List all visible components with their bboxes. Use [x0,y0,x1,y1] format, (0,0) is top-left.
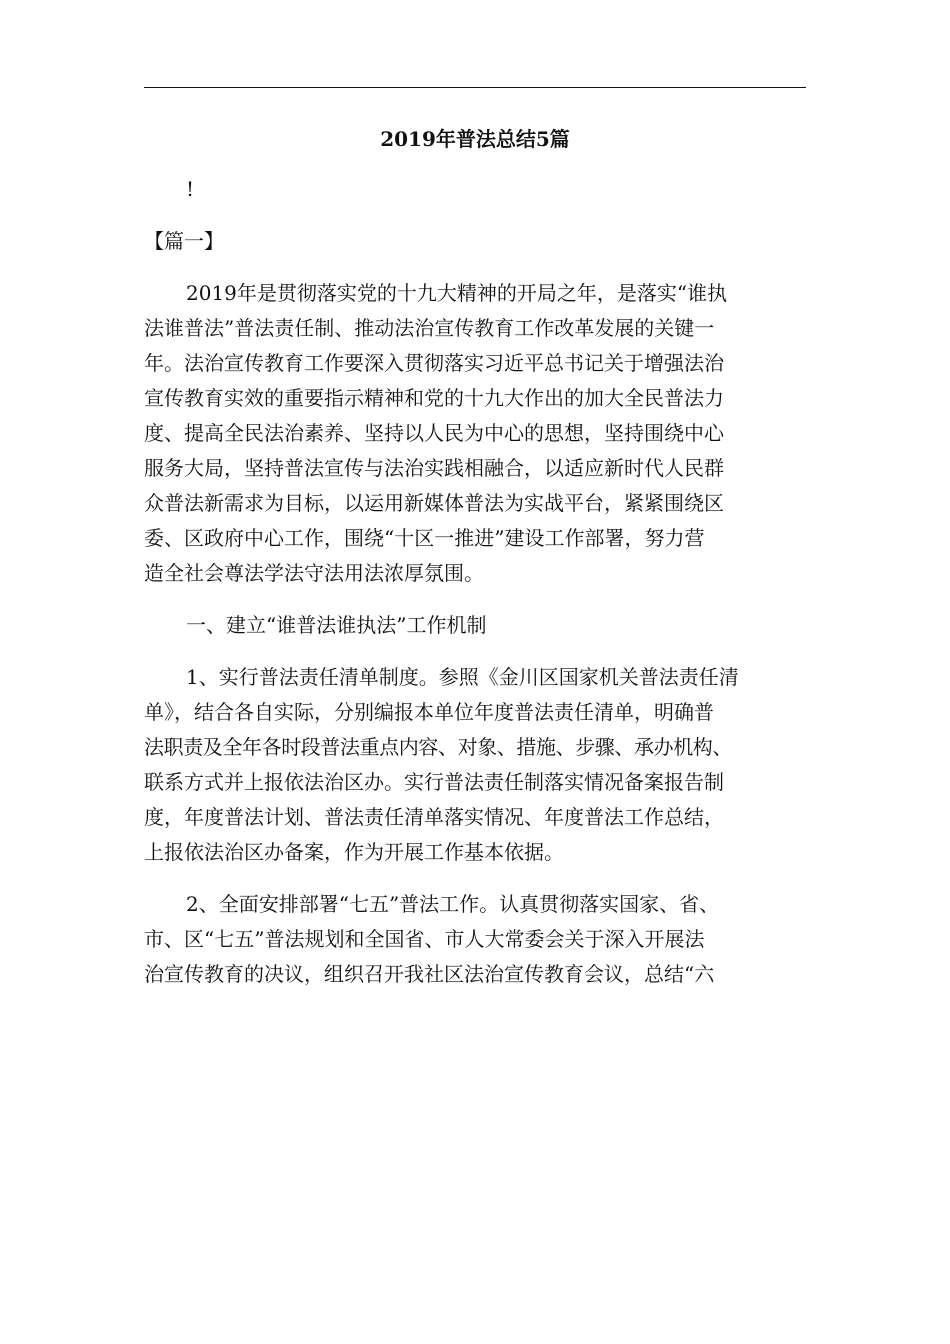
paragraph-item-2: 2、全面安排部署“七五”普法工作。认真贯彻落实国家、省、 市、区“七五”普法规划和全国省、市人大常委会关于深入开展法 治宣传教育的决议，组织召开我社区法治宣传教育会议，总结“六 [144,892,720,986]
paragraph-intro: 2019年是贯彻落实党的十九大精神的开局之年，是落实“谁执 法谁普法”普法责任制、推动法治宣传教育工作改革发展的关键一 年。法治宣传教育工作要深入贯彻落实习近平总书记关于增强法治 宣传教育实效的重要指示精神和党的十九大作出的加大全民普法力 度、提高全民法治素养、坚持以人民为中心的思想，坚持围绕中心 服务大局，坚持普法宣传与法治实践相融合，以适应新时代人民群 众普法新需求为目标，以运用新媒体普法为实战平台，紧紧围绕区 委、区政府中心工作，围绕“十区一推进”建设工作部署，努力营 造全社会尊法学法守法用法浓厚氛围。 [144,281,728,585]
document-title: 2019年普法总结5篇 [380,127,570,151]
document-body [144,172,806,1009]
subheading-mechanism: 一、建立“谁普法谁执法”工作机制 [186,613,487,637]
header-rule [144,87,806,88]
exclaim-line: ! [186,177,195,201]
section-heading: 【篇一】 [144,229,224,253]
paragraph-item-1: 1、实行普法责任清单制度。参照《金川区国家机关普法责任清 单》，结合各自实际，分别编报本单位年度普法责任清单，明确普 法职责及全年各时段普法重点内容、对象、措施、步骤、承办机构、 联系方式并上报依法治区办。实行普法责任制落实情况备案报告制 度，年度普法计划、普法责任清单落实情况、年度普法工作总结， 上报依法治区办备案，作为开展工作基本依据。 [144,665,739,864]
